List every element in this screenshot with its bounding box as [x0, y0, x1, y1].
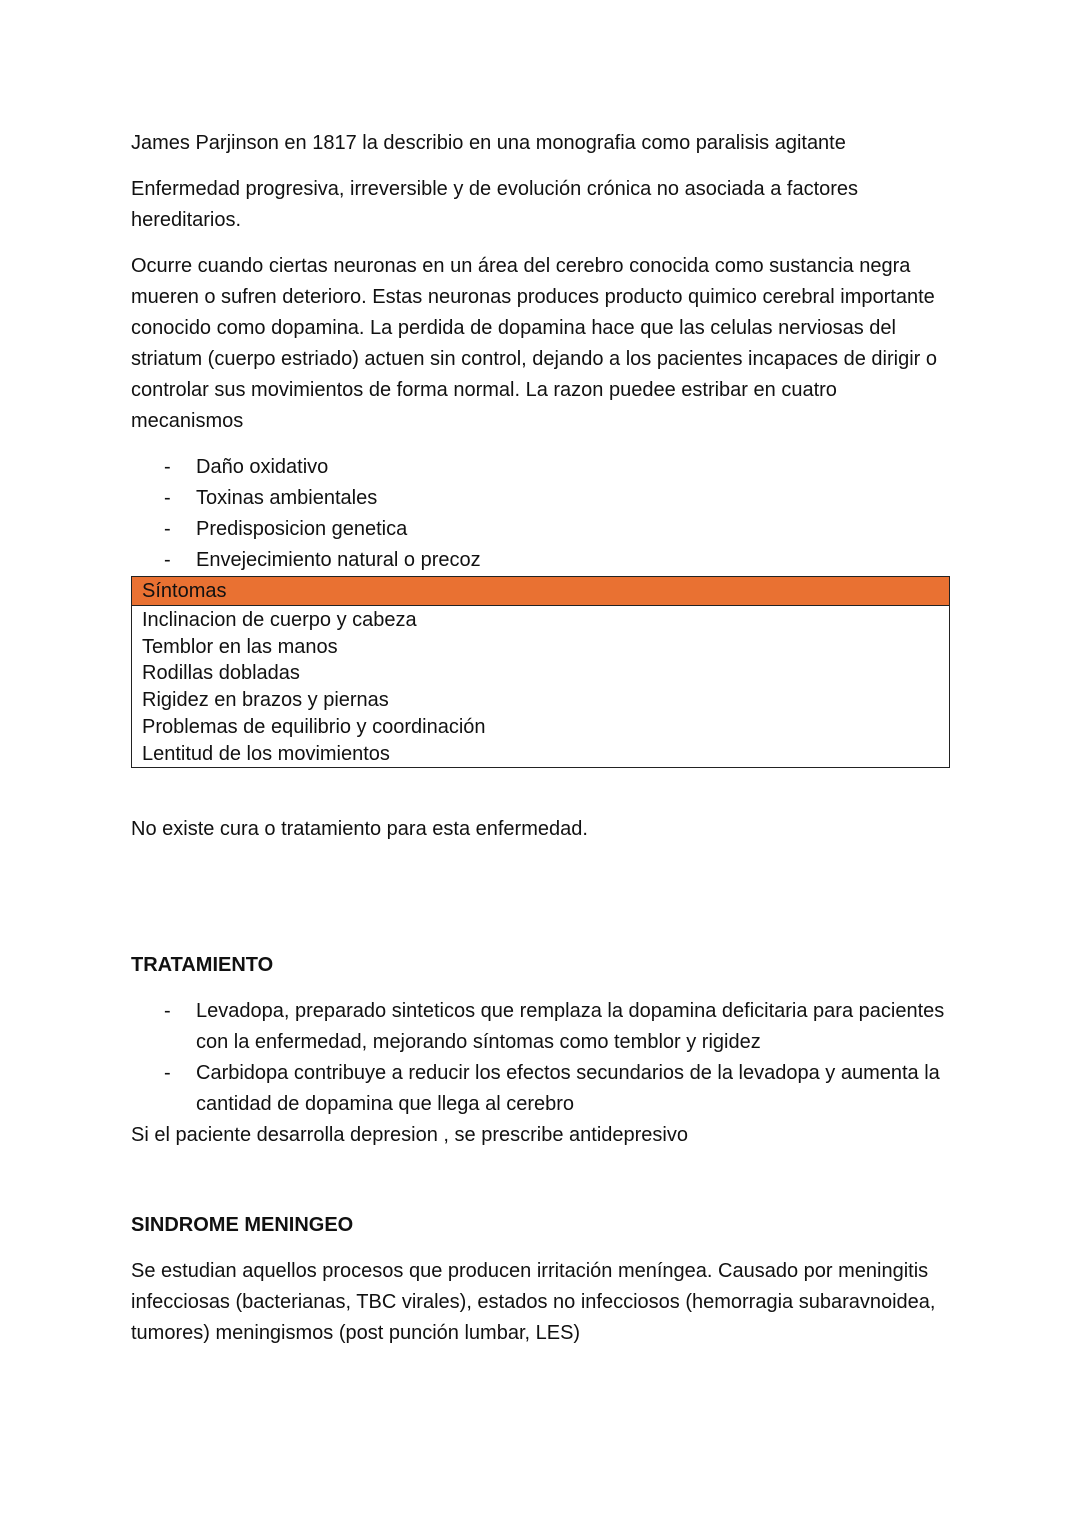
- table-row: Lentitud de los movimientos: [142, 742, 390, 765]
- list-item: - Carbidopa contribuye a reducir los efectos secundarios de la levadopa y aumenta la cantidad de dopamina que llega al cerebro: [131, 1058, 951, 1120]
- dash-marker: -: [164, 1062, 171, 1085]
- meningeal-text: Se estudian aquellos procesos que producen irritación meníngea. Causado por meningitis infecciosas (bacterianas, TBC virales), estados no infecciosos (hemorragia subaravnoidea, tumores) meningismos (post punción lumbar, LES): [131, 1260, 936, 1345]
- list-item: - Predisposicion genetica: [131, 514, 951, 545]
- list-item: - Levadopa, preparado sinteticos que remplaza la dopamina deficitaria para pacientes con la enfermedad, mejorando síntomas como temblor y rigidez: [131, 996, 951, 1058]
- table-row: Rigidez en brazos y piernas: [142, 689, 389, 712]
- dash-marker: -: [164, 518, 171, 540]
- treatment-heading: TRATAMIENTO: [131, 954, 274, 977]
- dash-marker: -: [164, 456, 171, 478]
- dash-marker: -: [164, 1000, 171, 1023]
- table-row: Rodillas dobladas: [142, 662, 300, 685]
- intro-history: James Parjinson en 1817 la describio en una monografia como paralisis agitante: [131, 132, 846, 154]
- depression-note: Si el paciente desarrolla depresion , se prescribe antidepresivo: [131, 1124, 688, 1147]
- no-cure-statement: No existe cura o tratamiento para esta enfermedad.: [131, 818, 588, 841]
- list-item: - Toxinas ambientales: [131, 483, 951, 514]
- document-page: [131, 128, 951, 1349]
- table-row: Temblor en las manos: [142, 635, 338, 658]
- dash-marker: -: [164, 549, 171, 571]
- list-item: - Daño oxidativo: [131, 452, 951, 483]
- list-item: - Envejecimiento natural o precoz: [131, 545, 951, 576]
- meningeal-heading: SINDROME MENINGEO: [131, 1214, 354, 1237]
- symptoms-table-header: Síntomas: [132, 577, 950, 606]
- table-row: Problemas de equilibrio y coordinación: [142, 715, 486, 738]
- symptoms-table: [131, 576, 950, 768]
- treatment-list: [131, 996, 951, 1120]
- intro-definition: Enfermedad progresiva, irreversible y de evolución crónica no asociada a factores hereditarios.: [131, 178, 859, 231]
- table-row: Inclinacion de cuerpo y cabeza: [142, 609, 417, 631]
- mechanisms-list: [131, 452, 951, 576]
- dash-marker: -: [164, 487, 171, 509]
- intro-mechanism: Ocurre cuando ciertas neuronas en un área del cerebro conocida como sustancia negra mueren o sufren deterioro. Estas neuronas produces producto quimico cerebral importante conocido como dopamina. La perdida de dopamina hace que las celulas nerviosas del striatum (cuerpo estriado) actuen sin control, dejando a los pacientes incapaces de dirigir o controlar sus movimientos de forma normal. La razon puedee estribar en cuatro mecanismos: [131, 255, 937, 432]
